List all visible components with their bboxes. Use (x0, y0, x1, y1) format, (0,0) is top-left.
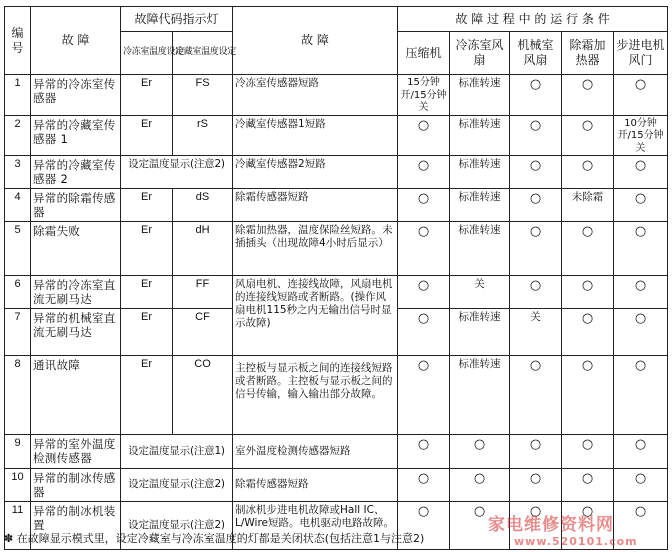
row-detail: 冷冻室传感器短路 (233, 75, 398, 116)
row-damper: 10分钟开/15分钟关 (614, 115, 668, 156)
header-no: 编号 (5, 7, 31, 75)
table-row (5, 189, 668, 222)
row-heater: ○ (562, 276, 614, 309)
row-code-fridge: CF (173, 309, 233, 356)
row-compressor: ○ (398, 435, 450, 469)
row-mech-fan: ○ (510, 115, 562, 156)
table-row (5, 356, 668, 435)
row-no: 1 (5, 75, 31, 116)
row-compressor: ○ (398, 469, 450, 502)
table-row (5, 75, 668, 116)
row-heater: ○ (562, 75, 614, 116)
row-code-setting-display: 设定温度显示(注意2) (121, 502, 233, 550)
row-heater: ○ (562, 502, 614, 550)
row-heater: ○ (562, 309, 614, 356)
row-code-fridge: dH (173, 222, 233, 276)
table-row (5, 276, 668, 309)
fault-code-table (4, 6, 668, 550)
row-fault: 异常的冷冻室传感器 (31, 75, 121, 116)
watermark-site-url: www.520101.com (514, 535, 638, 548)
row-fault: 除霜失败 (31, 222, 121, 276)
row-fault: 异常的冷藏室传感器 2 (31, 156, 121, 189)
row-detail: 除霜传感器短路 (233, 469, 398, 502)
row-heater: ○ (562, 356, 614, 435)
row-code-freezer: Er (121, 222, 173, 276)
row-damper: ○ (614, 75, 668, 116)
header-fault: 故 障 (31, 7, 121, 75)
row-detail: 除霜传感器短路 (233, 189, 398, 222)
row-damper: ○ (614, 309, 668, 356)
row-freezer-fan: 标准转速 (450, 156, 510, 189)
row-heater: ○ (562, 435, 614, 469)
row-detail: 室外温度检测传感器短路 (233, 435, 398, 469)
row-fault: 异常的除霜传感器 (31, 189, 121, 222)
table-row (5, 156, 668, 189)
row-heater: ○ (562, 156, 614, 189)
row-compressor: 15分钟开/15分钟关 (398, 75, 450, 116)
header-stepper-damper: 步进电机风门 (614, 32, 668, 75)
row-no: 10 (5, 469, 31, 502)
row-heater: ○ (562, 222, 614, 276)
header-mech-fan: 机械室风扇 (510, 32, 562, 75)
row-code-fridge: rS (173, 115, 233, 156)
row-freezer-fan: 标准转速 (450, 356, 510, 435)
row-no: 11 (5, 502, 31, 550)
row-no: 7 (5, 309, 31, 356)
watermark-site-name: 家电维修资料网 (488, 515, 614, 535)
row-freezer-fan: 标准转速 (450, 309, 510, 356)
row-code-setting-display: 设定温度显示(注意1) (121, 435, 233, 469)
row-mech-fan: ○ (510, 156, 562, 189)
row-mech-fan: ○ (510, 75, 562, 116)
row-code-freezer: Er (121, 309, 173, 356)
row-code-freezer: Er (121, 189, 173, 222)
header-detail: 故 障 (233, 7, 398, 75)
row-damper: ○ (614, 356, 668, 435)
row-no: 4 (5, 189, 31, 222)
row-freezer-fan: 标准转速 (450, 189, 510, 222)
header-code-group: 故障代码指示灯 (121, 7, 233, 32)
row-code-fridge: dS (173, 189, 233, 222)
row-compressor: ○ (398, 276, 450, 309)
table-row (5, 115, 668, 156)
row-fault: 通讯故障 (31, 356, 121, 435)
row-freezer-fan: ○ (450, 435, 510, 469)
row-damper: ○ (614, 189, 668, 222)
row-detail: 除霜加热器，温度保险丝短路。未插插头（出现故障4小时后显示） (233, 222, 398, 276)
row-compressor: ○ (398, 115, 450, 156)
row-code-freezer: Er (121, 276, 173, 309)
row-damper: ○ (614, 156, 668, 189)
row-detail: 冷藏室传感器2短路 (233, 156, 398, 189)
footnote: ✽ 在故障显示模式里，设定冷藏室与冷冻室温度的灯都是关闭状态(包括注意1与注意2) (4, 532, 425, 545)
row-mech-fan: ○ (510, 189, 562, 222)
row-code-fridge: FF (173, 276, 233, 309)
row-freezer-fan: ○ (450, 502, 510, 550)
row-compressor: ○ (398, 356, 450, 435)
table-row (5, 222, 668, 276)
row-fault: 异常的制冰传感器 (31, 469, 121, 502)
row-code-freezer: Er (121, 356, 173, 435)
row-compressor: ○ (398, 222, 450, 276)
row-no: 5 (5, 222, 31, 276)
row-freezer-fan: ○ (450, 469, 510, 502)
header-freezer-fan: 冷冻室风扇 (450, 32, 510, 75)
row-mech-fan: ○ (510, 276, 562, 309)
row-no: 6 (5, 276, 31, 309)
row-detail: 风扇电机、连接线故障，风扇电机的连接线短路或者断路。(操作风扇电机115秒之内无输出信号时显示故障) (233, 276, 398, 356)
row-mech-fan: ○ (510, 435, 562, 469)
row-detail: 冷藏室传感器1短路 (233, 115, 398, 156)
row-fault: 异常的机械室直流无刷马达 (31, 309, 121, 356)
row-heater: ○ (562, 469, 614, 502)
row-fault: 异常的冷冻室直流无刷马达 (31, 276, 121, 309)
header-compressor: 压缩机 (398, 32, 450, 75)
row-no: 2 (5, 115, 31, 156)
row-code-setting-display: 设定温度显示(注意2) (121, 469, 233, 502)
row-code-freezer: Er (121, 115, 173, 156)
header-fridge-setting: 冷藏室温度设定 (173, 32, 233, 75)
row-damper: ○ (614, 435, 668, 469)
row-no: 8 (5, 356, 31, 435)
row-no: 3 (5, 156, 31, 189)
row-damper: ○ (614, 276, 668, 309)
header-defrost-heater: 除霜加热器 (562, 32, 614, 75)
table-row (5, 469, 668, 502)
row-detail: 主控板与显示板之间的连接线短路或者断路。主控板与显示板之间的信号传输，输入输出部分故障。 (233, 356, 398, 435)
header-row-1 (5, 7, 668, 32)
row-compressor: ○ (398, 189, 450, 222)
row-compressor: ○ (398, 309, 450, 356)
row-mech-fan: ○ (510, 469, 562, 502)
row-heater: ○ (562, 115, 614, 156)
row-heater: 未除霜 (562, 189, 614, 222)
row-damper: ○ (614, 469, 668, 502)
row-mech-fan: 关 (510, 309, 562, 356)
row-damper: ○ (614, 502, 668, 550)
header-operating-group: 故 障 过 程 中 的 运 行 条 件 (398, 7, 668, 32)
row-fault: 异常的室外温度检测传感器 (31, 435, 121, 469)
row-mech-fan: ○ (510, 502, 562, 550)
row-code-setting-display: 设定温度显示(注意2) (121, 156, 233, 189)
header-freezer-setting: 冷冻室温度设定 (121, 32, 173, 75)
row-mech-fan: ○ (510, 222, 562, 276)
row-fault: 异常的冷藏室传感器 1 (31, 115, 121, 156)
row-no: 9 (5, 435, 31, 469)
row-freezer-fan: 标准转速 (450, 115, 510, 156)
row-freezer-fan: 标准转速 (450, 222, 510, 276)
row-compressor: ○ (398, 156, 450, 189)
row-freezer-fan: 关 (450, 276, 510, 309)
row-code-fridge: CO (173, 356, 233, 435)
table-row (5, 435, 668, 469)
row-code-freezer: Er (121, 75, 173, 116)
row-freezer-fan: 标准转速 (450, 75, 510, 116)
row-compressor: ○ (398, 502, 450, 550)
row-fault: 异常的制冰机装置 (31, 502, 121, 550)
row-mech-fan: ○ (510, 356, 562, 435)
row-damper: ○ (614, 222, 668, 276)
row-code-fridge: FS (173, 75, 233, 116)
row-detail: 制冰机步进电机故障或Hall IC、L/Wire短路。电机驱动电路故障。 (233, 502, 398, 550)
